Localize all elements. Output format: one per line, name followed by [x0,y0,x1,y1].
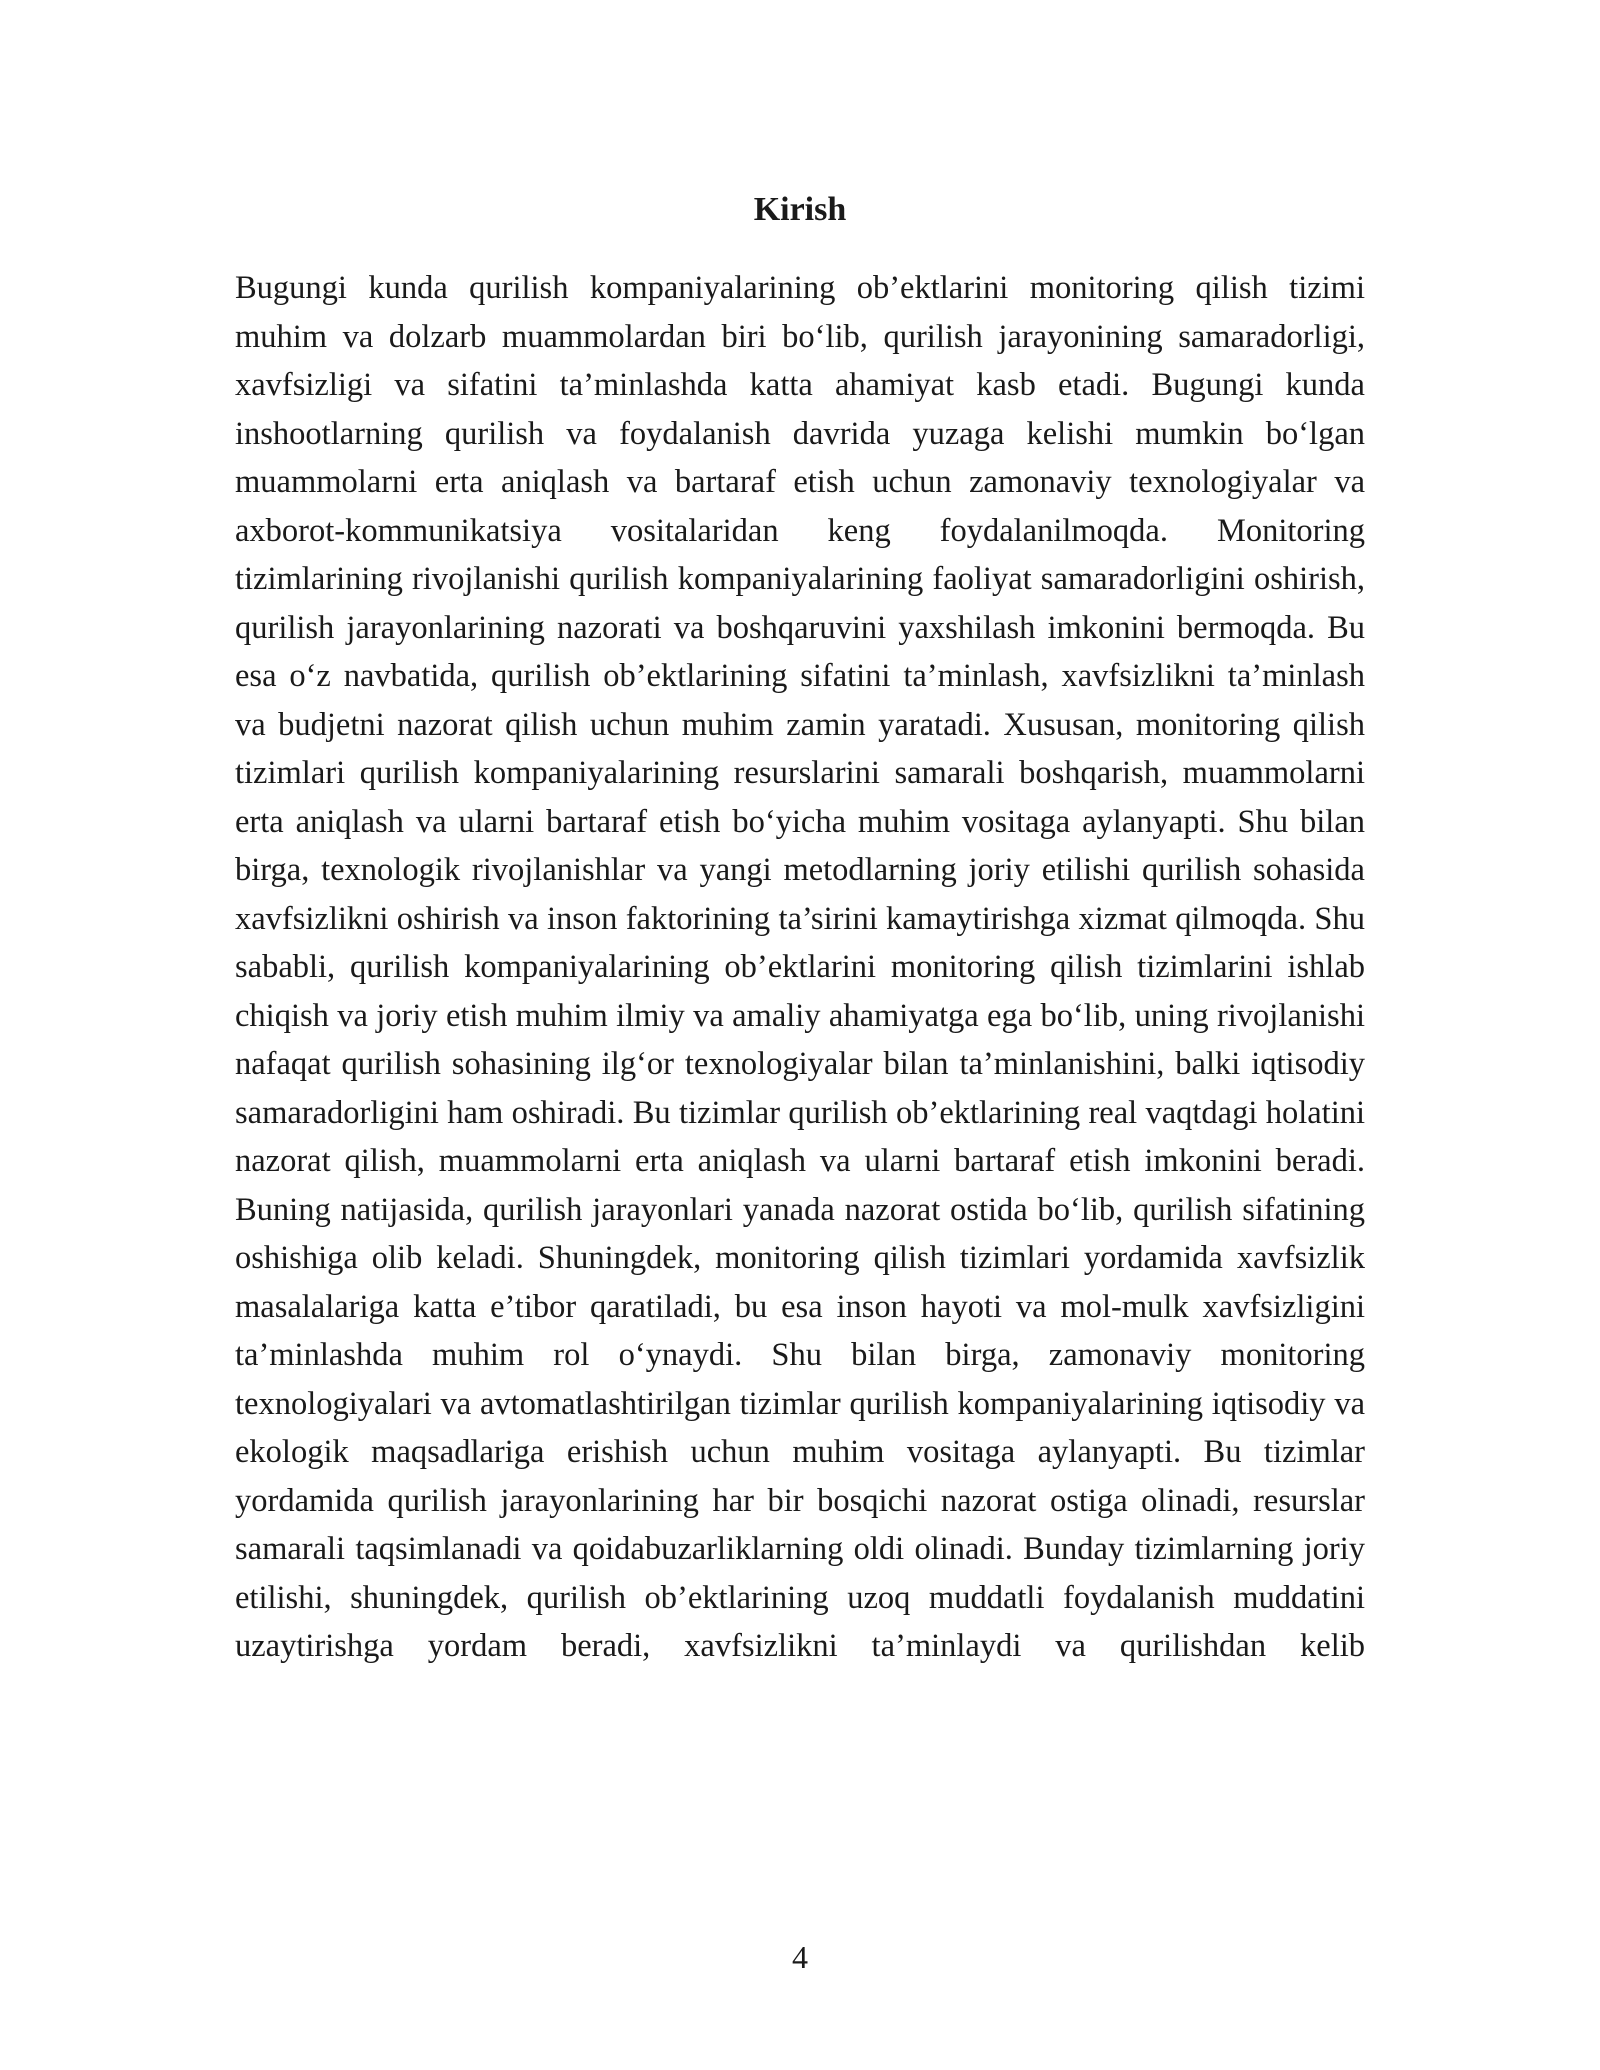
section-title: Kirish [753,191,847,228]
page-number: 4 [792,1939,808,1975]
body-paragraph: Bugungi kunda qurilish kompaniyalarining ob’ektlarini monitoring qilish tizimi muhim va dolzarb muammolardan biri bo‘lib, qurilish jarayonining samaradorligi, xavfsizligi va sifatini ta’minlashda katta ahamiyat kasb etadi. Bugungi kunda inshootlarning qurilish va foydalanish davrida yuzaga kelishi mumkin bo‘lgan muammolarni erta aniqlash va bartaraf etish uchun zamonaviy texnologiyalar va axborot-kommunikatsiya vositalaridan keng foydalanilmoqda. Monitoring tizimlarining rivojlanishi qurilish kompaniyalarining faoliyat samaradorligini oshirish, qurilish jarayonlarining nazorati va boshqaruvini yaxshilash imkonini bermoqda. Bu esa o‘z navbatida, qurilish ob’ektlarining sifatini ta’minlash, xavfsizlikni ta’minlash va budjetni nazorat qilish uchun muhim zamin yaratadi. Xususan, monitoring qilish tizimlari qurilish kompaniyalarining resurslarini samarali boshqarish, muammolarni erta aniqlash va ularni bartaraf etish bo‘yicha muhim vositaga aylanyapti. Shu bilan birga, texnologik rivojlanishlar va yangi metodlarning joriy etilishi qurilish sohasida xavfsizlikni oshirish va inson faktorining ta’sirini kamaytirishga xizmat qilmoqda. Shu sababli, qurilish kompaniyalarining ob’ektlarini monitoring qilish tizimlarini ishlab chiqish va joriy etish muhim ilmiy va amaliy ahamiyatga ega bo‘lib, uning rivojlanishi nafaqat qurilish sohasining ilg‘or texnologiyalar bilan ta’minlanishini, balki iqtisodiy samaradorligini ham oshiradi. Bu tizimlar qurilish ob’ektlarining real vaqtdagi holatini nazorat qilish, muammolarni erta aniqlash va ularni bartaraf etish imkonini beradi. Buning natijasida, qurilish jarayonlari yanada nazorat ostida bo‘lib, qurilish sifatining oshishiga olib keladi. Shuningdek, monitoring qilish tizimlari yordamida xavfsizlik masalalariga katta e’tibor qaratiladi, bu esa inson hayoti va mol-mulk xavfsizligini ta’minlashda muhim rol o‘ynaydi. Shu bilan birga, zamonaviy monitoring texnologiyalari va avtomatlashtirilgan tizimlar qurilish kompaniyalarining iqtisodiy va ekologik maqsadlariga erishish uchun muhim vositaga aylanyapti. Bu tizimlar yordamida qurilish jarayonlarining har bir bosqichi nazorat ostiga olinadi, resurslar samarali taqsimlanadi va qoidabuzarliklarning oldi olinadi. Bunday tizimlarning joriy etilishi, shuningdek, qurilish ob’ektlarining uzoq muddatli foydalanish muddatini uzaytirishga yordam beradi, xavfsizlikni ta’minlaydi va qurilishdan kelib [235,270,1365,1664]
